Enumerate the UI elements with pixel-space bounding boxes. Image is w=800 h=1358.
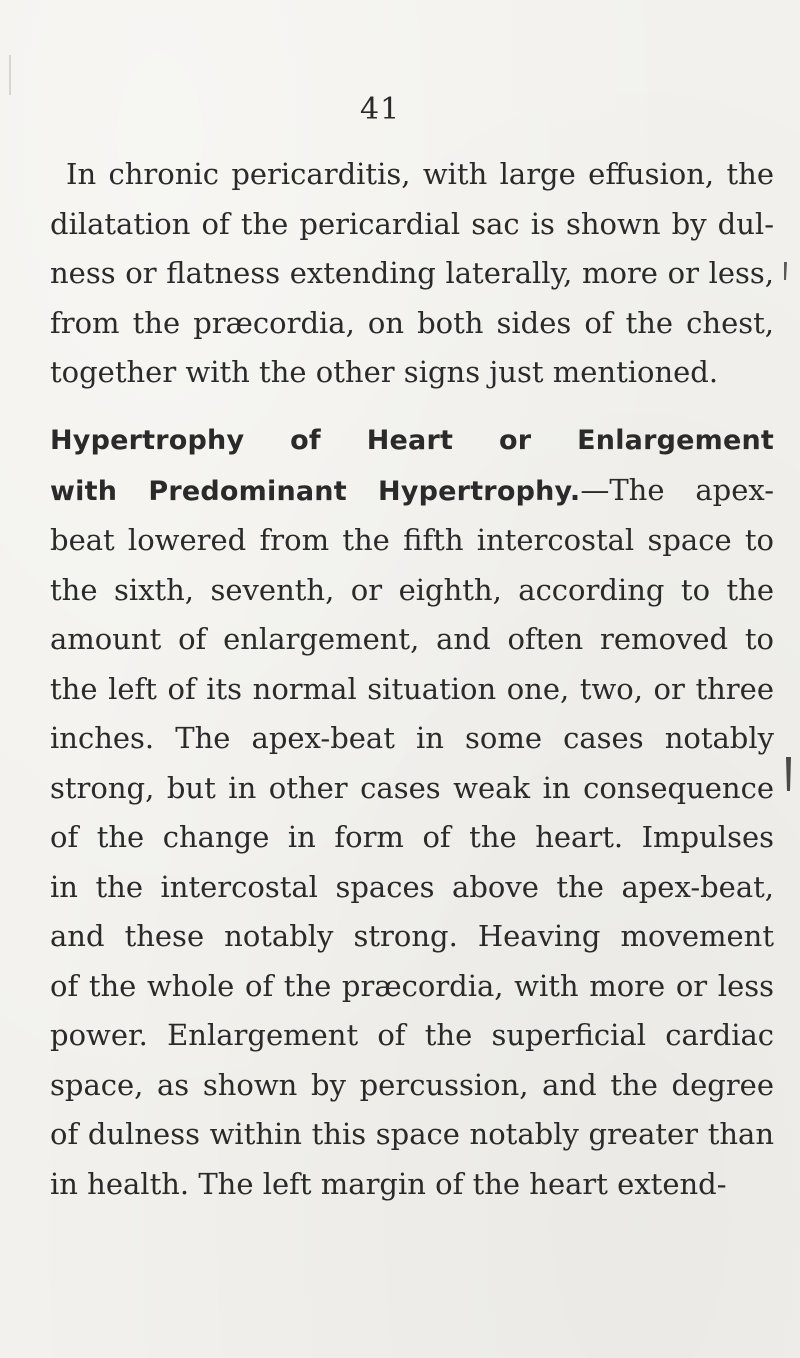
margin-speck-icon (6, 55, 16, 95)
text-line: beat lowered from the fifth intercostal space to (50, 523, 774, 557)
text-line: together with the other signs just mentioned. (50, 355, 719, 389)
text-run: —The apex- (580, 472, 775, 507)
text-line: space, as shown by percussion, and the degree (50, 1067, 774, 1102)
text-line: from the præcordia, on both sides of the chest, (50, 305, 774, 340)
text-line: in health. The left margin of the heart extend- (50, 1166, 727, 1201)
margin-speck-icon (780, 260, 794, 284)
text-line (50, 466, 774, 517)
section-heading-line (50, 415, 774, 466)
text-line: amount of enlargement, and often removed to (50, 622, 774, 656)
text-line: inches. The apex-beat in some cases notably (50, 721, 774, 755)
text-line: and these notably strong. Heaving movement (50, 919, 774, 953)
text-line: strong, but in other cases weak in consequence (50, 770, 774, 805)
text-line: ness or flatness extending laterally, more or less, (50, 256, 774, 290)
text-line: the left of its normal situation one, two, or three (50, 671, 774, 706)
margin-speck-icon (783, 755, 797, 795)
text-line: In chronic pericarditis, with large effusion, the (66, 157, 774, 191)
text-line: dilatation of the pericardial sac is shown by dul- (50, 206, 774, 241)
paragraph-pericarditis (50, 150, 774, 398)
text-line: the sixth, seventh, or eighth, according to the (50, 572, 774, 607)
text-line: of the change in form of the heart. Impulses (50, 820, 774, 854)
page-number: 41 (360, 92, 401, 127)
text-line: in the intercostal spaces above the apex-beat, (50, 869, 774, 904)
paragraph-hypertrophy (50, 415, 774, 1209)
text-line: of dulness within this space notably greater than (50, 1117, 774, 1151)
text-line: of the whole of the præcordia, with more or less (50, 968, 774, 1003)
text-line: power. Enlargement of the superficial cardiac (50, 1018, 774, 1052)
section-heading: Hypertrophy of Heart or Enlargement (50, 425, 774, 456)
section-heading-continued: with Predominant Hypertrophy. (50, 475, 581, 507)
